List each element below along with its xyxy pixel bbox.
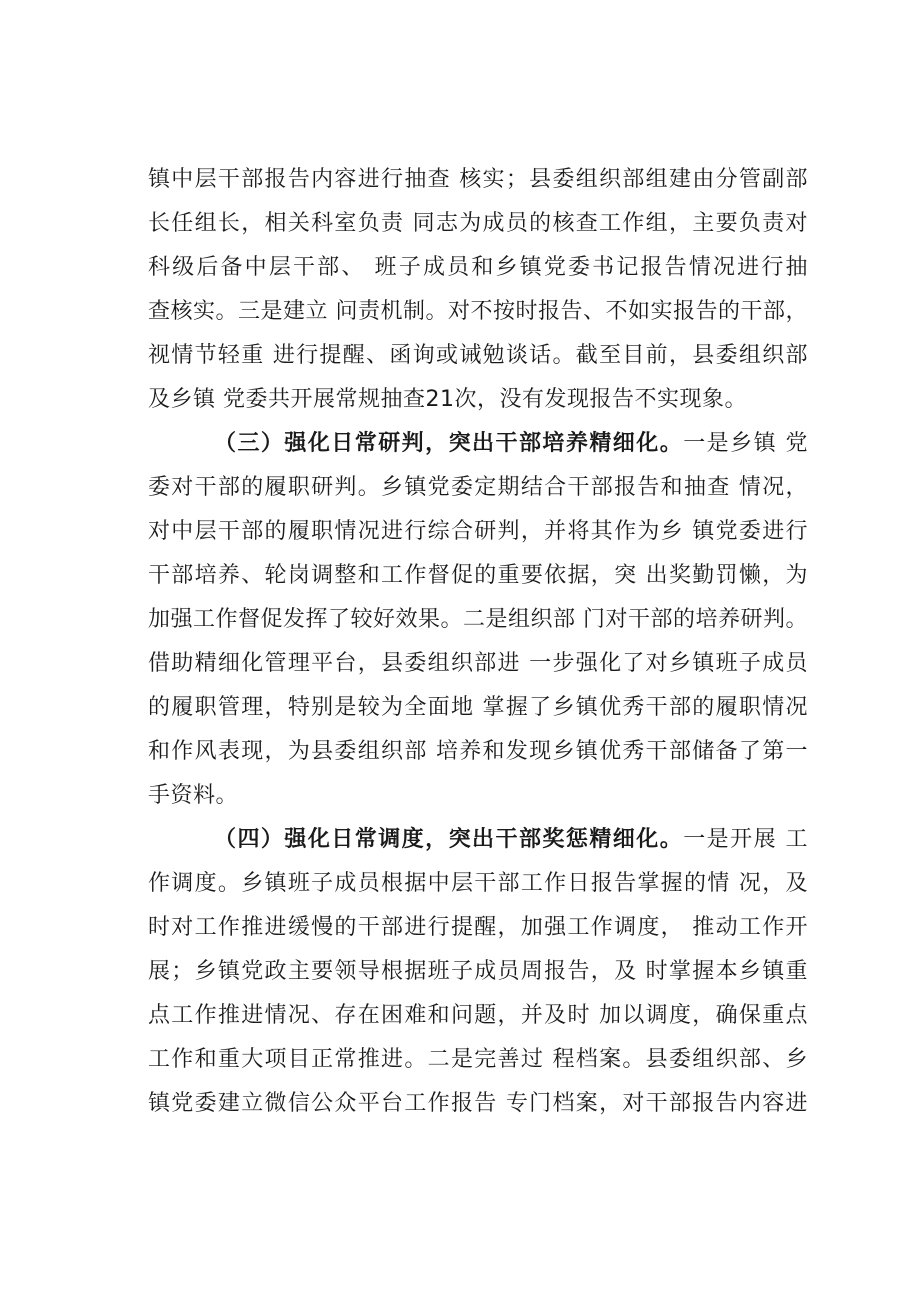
text-line: 作调度。乡镇班子成员根据中层干部工作日报告掌握的情 况，及 [148, 871, 808, 896]
text-line: 时对工作推进缓慢的干部进行提醒，加强工作调度， 推动工作开 [148, 915, 808, 940]
section-heading: （三）强化日常研判，突出干部培养精细化。 [214, 431, 684, 456]
section-heading: （四）强化日常调度，突出干部奖惩精细化。 [214, 827, 684, 852]
text-line: 镇党委建立微信公众平台工作报告 专门档案，对干部报告内容进 [148, 1091, 808, 1116]
section-heading-line [148, 818, 808, 862]
text-line: 及乡镇 党委共开展常规抽查21次，没有发现报告不实现象。 [148, 387, 747, 412]
text-line: 干部培养、轮岗调整和工作督促的重要依据，突 出奖勤罚懒，为 [148, 563, 808, 588]
text-line: 的履职管理，特别是较为全面地 掌握了乡镇优秀干部的履职情况 [148, 695, 808, 720]
text-line: 展；乡镇党政主要领导根据班子成员周报告，及 时掌握本乡镇重 [148, 959, 808, 984]
text-line: 委对干部的履职研判。乡镇党委定期结合干部报告和抽查 情况， [148, 475, 808, 500]
text-line: 点工作推进情况、存在困难和问题，并及时 加以调度，确保重点 [148, 1003, 808, 1028]
text-line: 对中层干部的履职情况进行综合研判，并将其作为乡 镇党委进行 [148, 519, 808, 544]
heading-line-text: 一是开展 工 [683, 827, 808, 852]
text-line: 和作风表现，为县委组织部 培养和发现乡镇优秀干部储备了第一 [148, 739, 808, 764]
text-line: 镇中层干部报告内容进行抽查 核实；县委组织部组建由分管副部 [148, 167, 808, 192]
heading-line-text: 一是乡镇 党 [683, 431, 808, 456]
text-line: 视情节轻重 进行提醒、函询或诫勉谈话。截至目前，县委组织部 [148, 343, 808, 368]
text-line: 加强工作督促发挥了较好效果。二是组织部 门对干部的培养研判。 [148, 607, 808, 632]
text-line: 工作和重大项目正常推进。二是完善过 程档案。县委组织部、乡 [148, 1047, 808, 1072]
text-line: 查核实。三是建立 问责机制。对不按时报告、不如实报告的干部， [148, 299, 808, 324]
text-line: 长任组长，相关科室负责 同志为成员的核查工作组，主要负责对 [148, 211, 808, 236]
text-line: 科级后备中层干部、 班子成员和乡镇党委书记报告情况进行抽 [148, 255, 808, 280]
section-heading-line [148, 422, 808, 466]
body-text [148, 158, 808, 1126]
text-line: 借助精细化管理平台，县委组织部进 一步强化了对乡镇班子成员 [148, 651, 808, 676]
text-line: 手资料。 [148, 783, 239, 808]
